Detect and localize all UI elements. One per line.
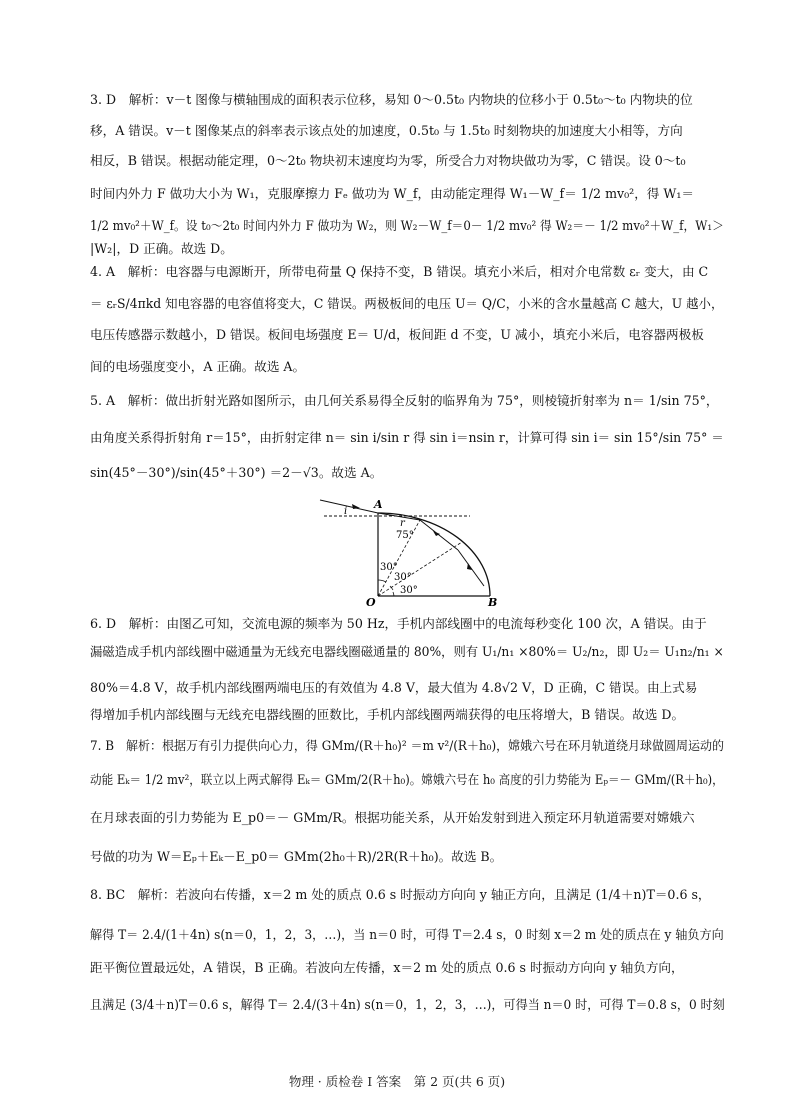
text-line: 动能 Eₖ＝ 1/2 mv²，联立以上两式解得 Eₖ＝ GMm/2(R＋h₀)。嫦娥六号在 h₀ 高度的引力势能为 Eₚ＝－ GMm/(R＋h₀)， <box>90 772 724 787</box>
text-line: 时间内外力 F 做功大小为 W₁，克服摩擦力 Fₑ 做功为 W_f，由动能定理得 W₁－W_f＝ 1/2 mv₀²，得 W₁＝ <box>90 186 694 201</box>
text-line: 相反，B 错误。根据动能定理，0～2t₀ 物块初末速度均为零，所受合力对物块做功为零，C 错误。设 0～t₀ <box>90 153 686 168</box>
text-line: 7. B 解析：根据万有引力提供向心力，得 GMm/(R＋h₀)² ＝m v²/(R＋h₀)，嫦娥六号在环月轨道绕月球做圆周运动的 <box>90 738 724 753</box>
page-footer: 物理 · 质检卷 Ⅰ 答案 第 2 页(共 6 页) <box>288 1074 506 1089</box>
text-line: ＝ εᵣS/4πkd 知电容器的电容值将变大，C 错误。两极板间的电压 U＝ Q/C，小米的含水量越高 C 越大，U 越小， <box>90 296 724 311</box>
text-line: 1/2 mv₀²＋W_f。设 t₀～2t₀ 时间内外力 F 做功为 W₂，则 W₂－W_f＝0－ 1/2 mv₀² 得 W₂＝－ 1/2 mv₀²＋W_f，W₁＞ <box>90 218 724 233</box>
text-line: 由角度关系得折射角 r＝15°，由折射定律 n＝ sin i/sin r 得 sin i＝nsin r，计算可得 sin i＝ sin 15°/sin 75° ＝ <box>90 430 724 445</box>
text-line: 得增加手机内部线圈与无线充电器线圈的匝数比，手机内部线圈两端获得的电压将增大，B 错误。故选 D。 <box>90 707 685 722</box>
text-line: sin(45°－30°)/sin(45°＋30°) ＝2－√3。故选 A。 <box>90 465 383 480</box>
text-line: 漏磁造成手机内部线圈中磁通量为无线充电器线圈磁通量的 80%，则有 U₁/n₁ ×80%＝ U₂/n₂，即 U₂＝ U₁n₂/n₁ × <box>90 644 724 659</box>
text-line: 移，A 错误。v－t 图像某点的斜率表示该点处的加速度，0.5t₀ 与 1.5t₀ 时刻物块的加速度大小相等，方向 <box>90 123 683 138</box>
text-line: 在月球表面的引力势能为 E_p0＝－ GMm/R。根据功能关系，从开始发射到进入预定环月轨道需要对嫦娥六 <box>90 810 695 825</box>
label-i: i <box>344 506 348 517</box>
label-B: B <box>488 596 498 609</box>
refraction-diagram <box>300 494 510 610</box>
text-line: 间的电场强度变小，A 正确。故选 A。 <box>90 359 306 374</box>
label-30c: 30° <box>400 585 418 596</box>
text-line: 电压传感器示数越小，D 错误。板间电场强度 E＝ U/d，板间距 d 不变，U 减小，填充小米后，电容器两极板 <box>90 327 704 342</box>
label-75: 75° <box>396 530 414 541</box>
text-line: 4. A 解析：电容器与电源断开，所带电荷量 Q 保持不变，B 错误。填充小米后，相对介电常数 εᵣ 变大，由 C <box>90 264 709 279</box>
label-A: A <box>374 498 383 511</box>
label-r: r <box>400 518 405 529</box>
text-line: 8. BC 解析：若波向右传播，x＝2 m 处的质点 0.6 s 时振动方向向 y 轴正方向，且满足 (1/4＋n)T＝0.6 s， <box>90 887 711 902</box>
label-30a: 30° <box>380 562 398 573</box>
text-line: 80%＝4.8 V，故手机内部线圈两端电压的有效值为 4.8 V，最大值为 4.8√2 V，D 正确，C 错误。由上式易 <box>90 680 698 695</box>
text-line: 解得 T＝ 2.4/(1＋4n) s(n＝0，1，2，3，…)，当 n＝0 时，可得 T＝2.4 s，0 时刻 x＝2 m 处的质点在 y 轴负方向 <box>90 927 724 942</box>
text-line: 3. D 解析：v－t 图像与横轴围成的面积表示位移，易知 0～0.5t₀ 内物块的位移小于 0.5t₀～t₀ 内物块的位 <box>90 92 693 107</box>
text-line: |W₂|，D 正确。故选 D。 <box>90 241 233 256</box>
text-line: 号做的功为 W＝Eₚ＋Eₖ－E_p0＝ GMm(2h₀＋R)/2R(R＋h₀)。故选 B。 <box>90 849 503 864</box>
label-30b: 30° <box>394 572 412 583</box>
text-line: 且满足 (3/4＋n)T＝0.6 s，解得 T＝ 2.4/(3＋4n) s(n＝0，1，2，3，…)，可得当 n＝0 时，可得 T＝0.8 s，0 时刻 <box>90 997 725 1012</box>
label-O: O <box>366 596 376 609</box>
text-line: 5. A 解析：做出折射光路如图所示，由几何关系易得全反射的临界角为 75°，则棱镜折射率为 n＝ 1/sin 75°， <box>90 393 719 408</box>
text-line: 6. D 解析：由图乙可知，交流电源的频率为 50 Hz，手机内部线圈中的电流每秒变化 100 次，A 错误。由于 <box>90 616 707 631</box>
text-line: 距平衡位置最远处，A 错误，B 正确。若波向左传播，x＝2 m 处的质点 0.6 s 时振动方向向 y 轴负方向， <box>90 960 684 975</box>
